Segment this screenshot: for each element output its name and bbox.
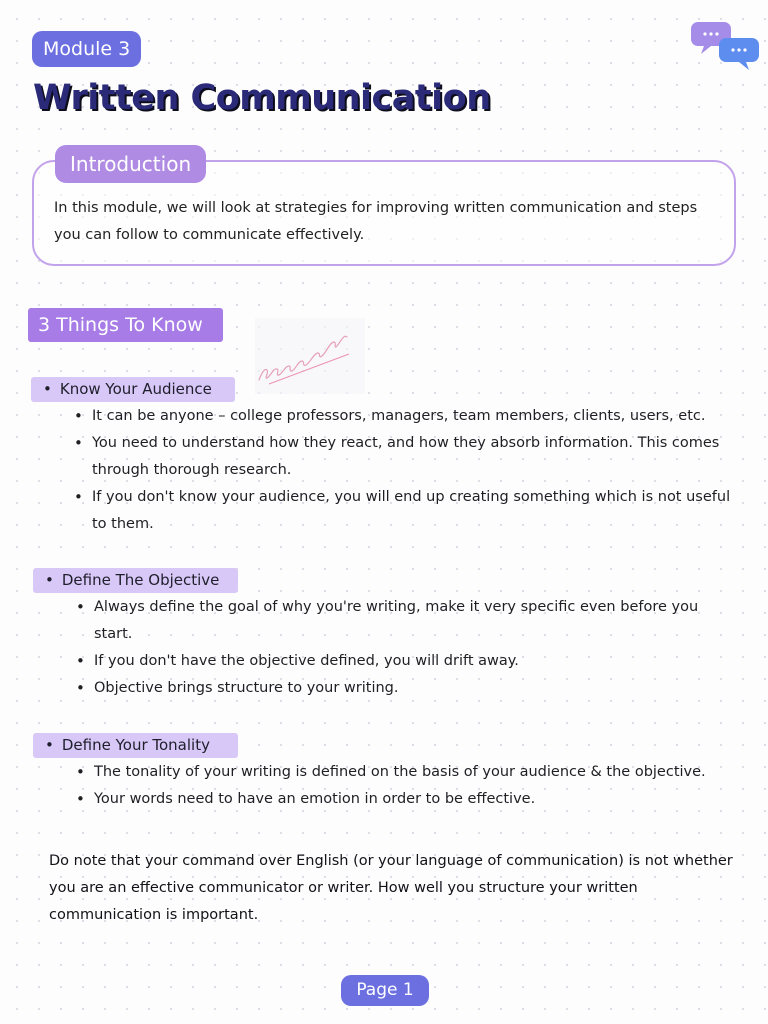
bullet-dot: • — [43, 380, 52, 398]
page-title: Written Communication — [33, 78, 491, 118]
closing-note: Do note that your command over English (or your language of communication) is not whether you are an effective communicator or writer. How well you structure your written communication is important. — [49, 853, 733, 923]
objective-bullet-list — [74, 594, 734, 702]
list-item: • If you don't know your audience, you will end up creating something which is not useful to them. — [72, 484, 748, 538]
handwritten-research-note — [255, 318, 365, 394]
section-heading-define-the-objective — [33, 568, 238, 593]
list-item: • If you don't have the objective defined, you will drift away. — [74, 648, 734, 675]
list-item: • Objective brings structure to your writing. — [74, 675, 734, 702]
introduction-heading: Introduction — [55, 145, 206, 183]
section-heading-know-your-audience — [31, 377, 235, 402]
module-badge: Module 3 — [32, 31, 141, 67]
bullet-dot: • — [45, 736, 54, 754]
list-item: • The tonality of your writing is defined on the basis of your audience & the objective. — [74, 759, 754, 786]
section-heading-label: Define The Objective — [61, 571, 220, 589]
audience-bullet-list — [72, 403, 748, 538]
section-heading-label: Know Your Audience — [59, 380, 212, 398]
list-item: • Always define the goal of why you're writing, make it very specific even before you start. — [74, 594, 734, 648]
handwriting-scribble-icon — [255, 318, 365, 394]
tonality-bullet-list — [74, 759, 754, 813]
list-item: • It can be anyone – college professors, managers, team members, clients, users, etc. — [72, 403, 748, 430]
list-item: • Your words need to have an emotion in order to be effective. — [74, 786, 754, 813]
section-heading-label: Define Your Tonality — [61, 736, 210, 754]
section-heading-define-your-tonality — [33, 733, 238, 758]
list-item: • You need to understand how they react, and how they absorb information. This comes through thorough research. — [72, 430, 748, 484]
chat-bubbles-icon — [690, 18, 762, 74]
things-to-know-heading: 3 Things To Know — [28, 308, 223, 342]
introduction-text: In this module, we will look at strategies for improving written communication and steps you can follow to communicate effectively. — [54, 200, 698, 243]
bullet-dot: • — [45, 571, 54, 589]
page-number-badge: Page 1 — [341, 975, 429, 1006]
